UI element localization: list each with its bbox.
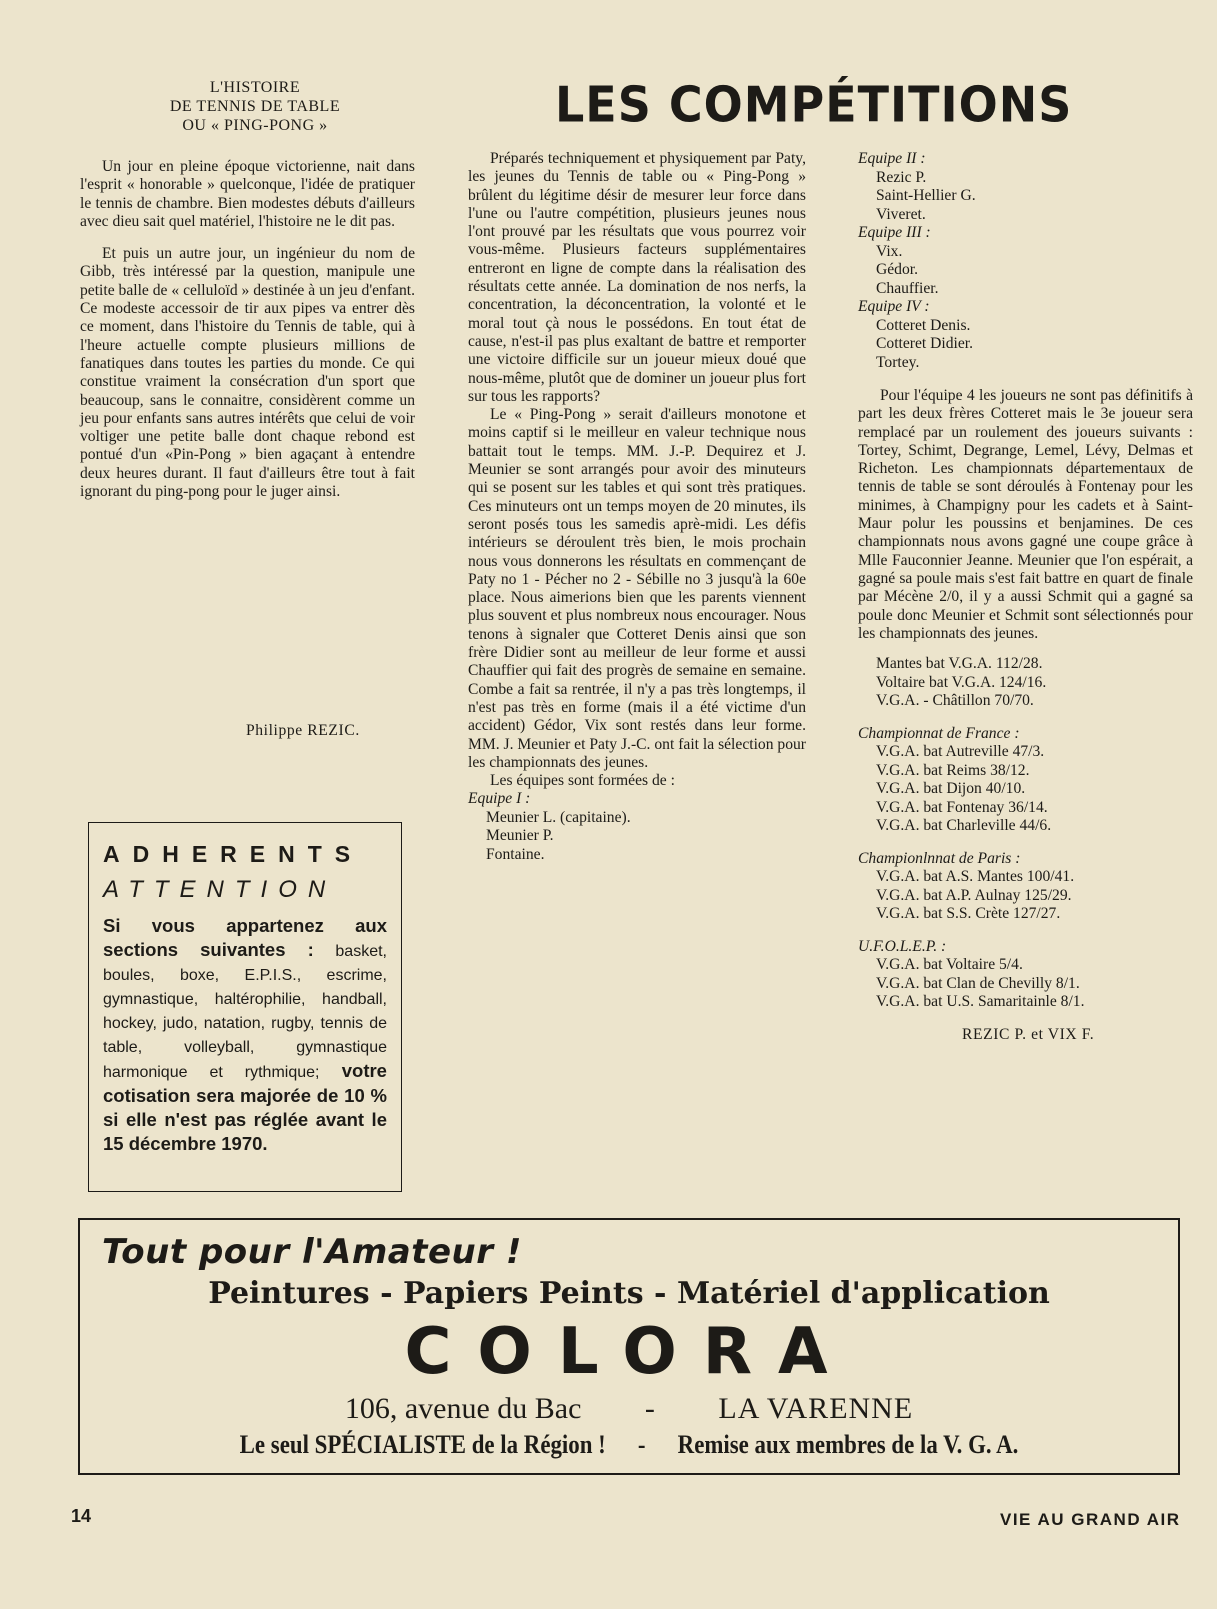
france-result-1: V.G.A. bat Autreville 47/3. — [876, 743, 1045, 761]
notice-body-sections: basket, boules, boxe, E.P.I.S., escrime, gymnastique, haltérophilie, handball, hockey, judo, natation, rugby, tennis de table, volleyball, gymnastique harmonique et rythmique; — [103, 943, 387, 1081]
team-lineups — [858, 150, 1193, 372]
france-label: Championnat de France : — [858, 724, 1020, 742]
ad-address-line — [80, 1392, 1178, 1426]
france-result-2: V.G.A. bat Reims 38/12. — [876, 761, 1030, 779]
competitions-signature: REZIC P. et VIX F. — [962, 1025, 1095, 1043]
history-paragraph-2: Et puis un autre jour, un ingénieur du nom de Gibb, très intéressé par la question, manipule une petite balle de « celluloïd » destinée à un jeu d'enfant. Ce modeste accessoir de tir aux pipes va entrer dès ce moment, dans l'histoire du Tennis de table, qui à l'heure actuelle compte plusieurs millions de fanatiques dans toutes les parties du monde. Ce qui constitue vraiment la consécration d'un sport que beaucoup, sans le connaitre, considèrent comme un jeu pour enfants sans autres intérêts que celui de voir voltiger une petite balle dont chaque rebond est pontué d'un «Pin-Pong » bien agaçant à entendre deux heures durant. Il faut d'ailleurs être tout à fait ignorant du ping-pong pour le juger ainsi. — [80, 245, 415, 501]
ad-discount: Remise aux membres de la V. G. A. — [677, 1430, 1019, 1459]
history-paragraph-1: Un jour en pleine époque victorienne, nait dans l'esprit « honorable » quelconque, l'idée de pratiquer le tennis de chambre. Bien modestes débuts d'ailleurs avec dieu sait quel matériel, l'histoire ne le dit pas. — [80, 158, 415, 230]
france-result-5: V.G.A. bat Charleville 44/6. — [876, 817, 1052, 835]
team-3-label: Equipe III : — [858, 224, 931, 241]
ufolep-label: U.F.O.L.E.P. : — [858, 937, 947, 955]
ufolep-result-3: V.G.A. bat U.S. Samaritainle 8/1. — [876, 993, 1085, 1011]
paris-result-2: V.G.A. bat A.P. Aulnay 125/29. — [876, 886, 1072, 904]
notice-body-intro: Si vous appartenez aux sections suivantes : — [103, 915, 387, 960]
team-4-paragraph: Pour l'équipe 4 les joueurs ne sont pas définitifs à part les deux frères Cotteret mais le 3e joueur sera remplacé par un roulement des joueurs suivants : Tortey, Schimt, Degrange, Lemel, Lévy, Delmas et Richeton. Les championnats départementaux de tennis de table se sont déroulés à Fontenay pour les minimes, à Champigny pour les cadets et à Saint-Maur polur les poussins et benjamines. De ces championnats nous avons gagné une coupe grâce à Mlle Fauconnier Jeanne. Meunier que l'on espérait, a gagné sa poule mais s'est fait battre en quart de finale par Mécène 2/0, il y a aussi Schmit qui a gagné sa poule donc Meunier et Schmit sont sélectionnés pour les championnats des jeunes. — [858, 387, 1193, 642]
team-1-player-2: Meunier P. — [486, 827, 554, 845]
team-3-player-1: Vix. — [876, 242, 903, 260]
france-result-3: V.G.A. bat Dijon 40/10. — [876, 780, 1026, 798]
ad-tagline — [146, 1430, 1112, 1460]
team-3-player-2: Gédor. — [876, 261, 919, 278]
france-result-4: V.G.A. bat Fontenay 36/14. — [876, 798, 1048, 816]
friendly-result-1: Mantes bat V.G.A. 112/28. — [876, 655, 1043, 673]
history-title-line-3: OU « PING-PONG » — [182, 117, 328, 134]
team-2-player-1: Rezic P. — [876, 168, 927, 186]
teams-intro: Les équipes sont formées de : — [490, 772, 675, 790]
notice-title-adherents: ADHERENTS — [103, 841, 364, 867]
history-signature: Philippe REZIC. — [246, 722, 360, 739]
history-article — [80, 158, 415, 501]
team-1-label: Equipe I : — [468, 790, 531, 808]
magazine-name: VIE AU GRAND AIR — [1000, 1510, 1181, 1529]
ad-brand: COLORA — [404, 1315, 854, 1389]
competitions-paragraph-1: Préparés techniquement et physiquement par Paty, les jeunes du Tennis de table ou « Ping-Pong » brûlent du légitime désir de mesurer leur force dans l'une ou l'autre compétition, plusieurs jeunes nous l'ont prouvé par les résultats que vous pourrez voir vous-même. Plusieurs facteurs supplémentaires entreront en ligne de compte dans la réalisation des résultats cette année. La domination de nos nerfs, la concentration, la déconcentration, la volonté et le moral tout çà nous le possédons. En tout état de cause, n'est-il pas plus exaltant de battre et remporter une victoire difficile sur un joueur mieux doué que nous-même, plutôt que de dominer un joueur plus fort sur tous les rapports? — [468, 150, 806, 405]
team-1-player-1: Meunier L. (capitaine). — [486, 808, 631, 826]
friendly-result-3: V.G.A. - Châtillon 70/70. — [876, 692, 1034, 710]
competitions-paragraph-2: Le « Ping-Pong » serait d'ailleurs monotone et moins captif si le meilleur en valeur technique nous battait tout le temps. MM. J.-P. Dequirez et J. Meunier se sont arrangés pour avoir des minuteurs qui se posent sur les tables et qui sont très pratiques. Ces minuteurs ont un temps moyen de 20 minutes, ils seront posés tous les samedis aprè-midi. Les défis intérieurs se déroulent très bien, le mois prochain nous vous donnerons les résultats en commençant de Paty no 1 - Pécher no 2 - Sébille no 3 jusqu'à la 60e place. Nous aimerions bien que les parents viennent plus souvent et plus nombreux nous encourager. Nous tenons à signaler que Cotteret Denis ainsi que son frère Didier sont au meilleur de leur forme et aussi Chauffier qui fait des progrès de semaine en semaine. Combe a fait sa rentrée, il n'y a pas très longtemps, il n'est pas très en forme (mais il a été victime d'un accident) Gédor, Vix sont restés dans leur forme. MM. J. Meunier et Paty J.-C. ont fait la sélection pour les championnats des jeunes. — [468, 406, 806, 771]
notice-title-attention: ATTENTION — [103, 876, 337, 903]
history-title-line-1: L'HISTOIRE — [209, 79, 301, 96]
history-title — [110, 78, 400, 135]
competitions-middle-column — [468, 150, 806, 864]
ad-address: 106, avenue du Bac — [344, 1392, 582, 1425]
notice-body-warning: votre cotisation sera majorée de 10 % si elle n'est pas réglée avant le 15 décembre 1970. — [103, 1060, 387, 1154]
friendly-result-2: Voltaire bat V.G.A. 124/16. — [876, 673, 1047, 691]
paris-result-1: V.G.A. bat A.S. Mantes 100/41. — [876, 868, 1075, 886]
ufolep-result-2: V.G.A. bat Clan de Chevilly 8/1. — [876, 974, 1080, 992]
ad-tag-separator: - — [637, 1430, 646, 1459]
paris-results — [858, 850, 1193, 924]
france-results — [858, 725, 1193, 836]
competitions-right-column — [858, 150, 1193, 1044]
team-1-player-3: Fontaine. — [486, 845, 545, 863]
team-2-player-3: Viveret. — [876, 205, 926, 223]
team-2-player-2: Saint-Hellier G. — [876, 187, 976, 204]
paris-result-3: V.G.A. bat S.S. Crète 127/27. — [876, 905, 1061, 923]
team-4-player-2: Cotteret Didier. — [876, 335, 974, 352]
team-4-player-3: Tortey. — [876, 353, 920, 371]
ufolep-results — [858, 938, 1193, 1012]
adherents-notice-box — [88, 822, 402, 1192]
team-4-player-1: Cotteret Denis. — [876, 316, 971, 334]
team-3-player-3: Chauffier. — [876, 279, 939, 297]
ad-city: LA VARENNE — [718, 1392, 914, 1425]
team-2-label: Equipe II : — [858, 150, 926, 167]
notice-body — [103, 914, 387, 1156]
ad-products: Peintures - Papiers Peints - Matériel d'application — [208, 1276, 1050, 1311]
ad-address-separator: - — [644, 1392, 655, 1425]
team-4-label: Equipe IV : — [858, 298, 930, 315]
ad-slogan: Tout pour l'Amateur ! — [102, 1232, 522, 1272]
paris-label: Championlnnat de Paris : — [858, 849, 1021, 867]
page-number: 14 — [71, 1506, 92, 1526]
history-title-line-2: DE TENNIS DE TABLE — [169, 98, 341, 115]
ad-specialist: Le seul SPÉCIALISTE de la Région ! — [239, 1430, 606, 1459]
competitions-headline: LES COMPÉTITIONS — [555, 76, 1073, 134]
friendly-results — [858, 655, 1193, 711]
colora-advertisement — [78, 1218, 1180, 1475]
ufolep-result-1: V.G.A. bat Voltaire 5/4. — [876, 956, 1023, 974]
